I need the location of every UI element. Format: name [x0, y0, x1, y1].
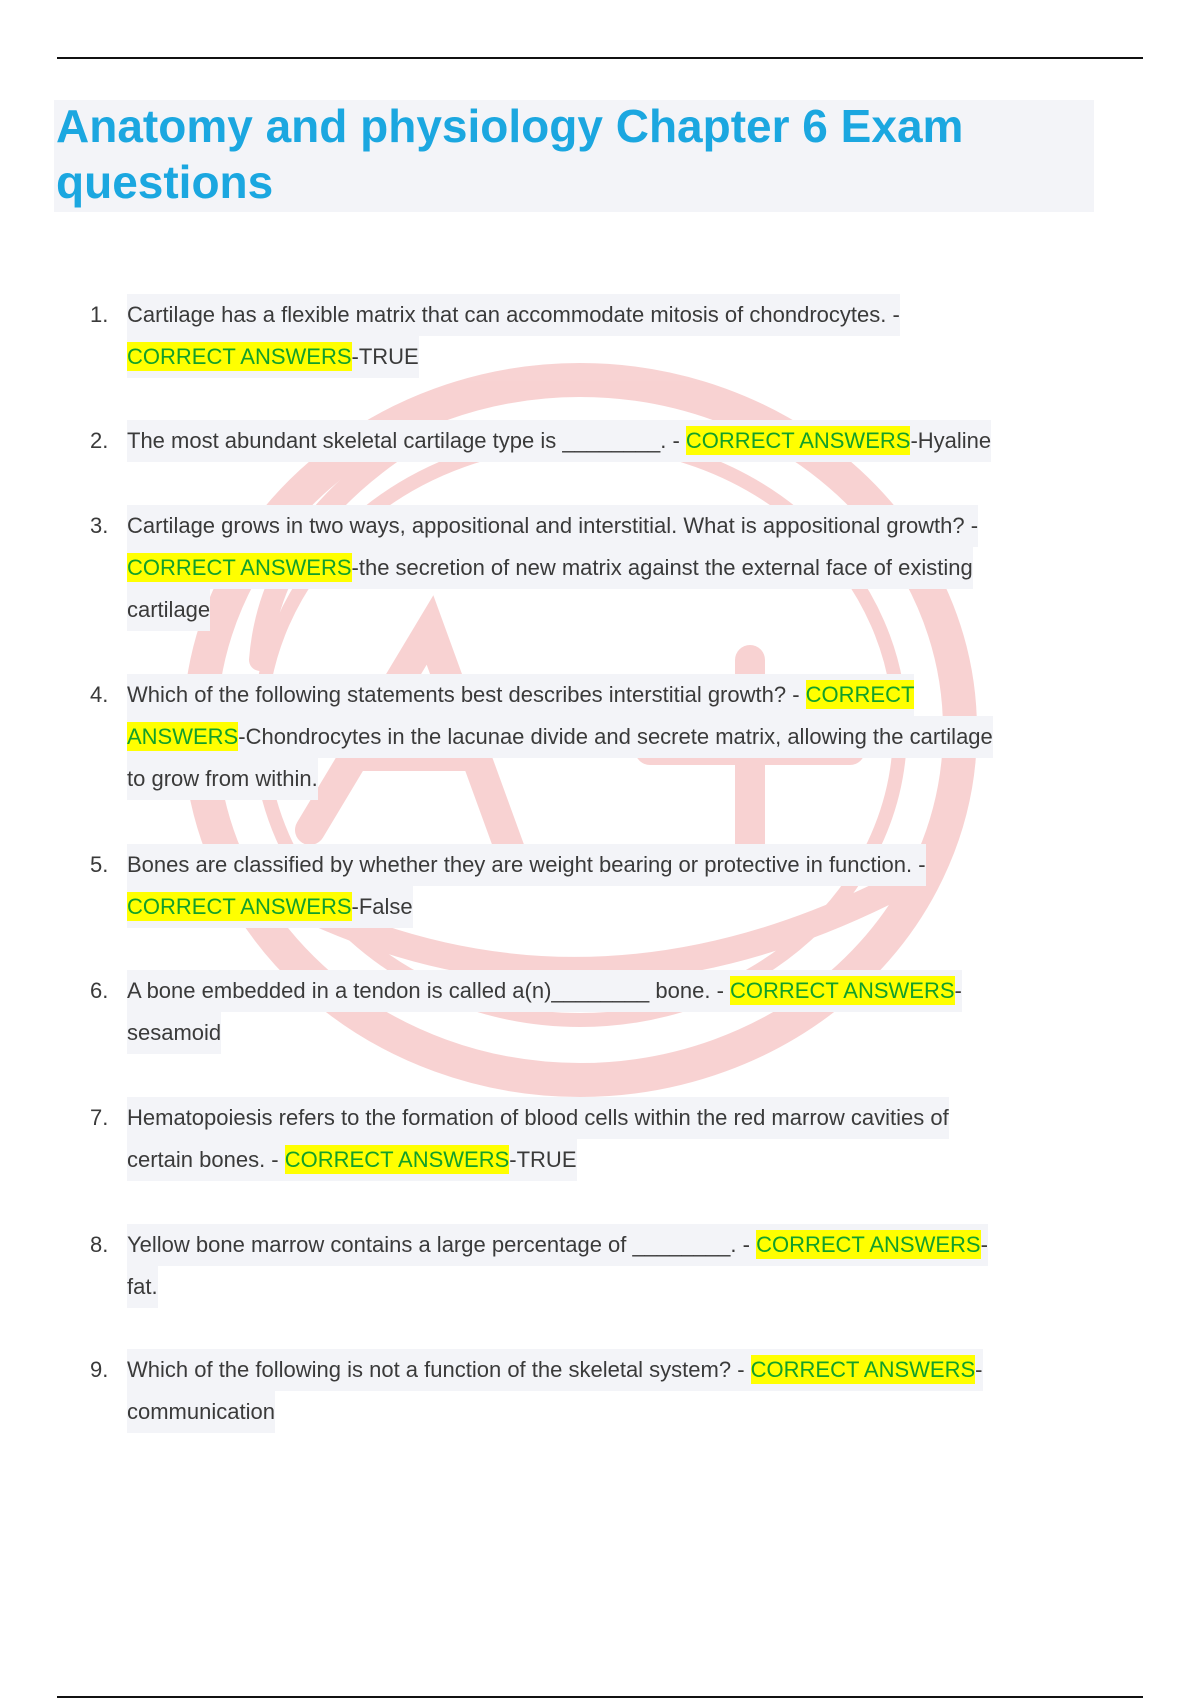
answer-text: -False	[351, 894, 413, 919]
answer-text: fat.	[127, 1266, 158, 1308]
correct-answers-tag: CORRECT ANSWERS	[127, 344, 352, 369]
correct-answers-tag-part2: ANSWERS	[127, 724, 239, 749]
document-title: Anatomy and physiology Chapter 6 Exam questions	[56, 100, 964, 208]
top-rule	[57, 57, 1143, 59]
question-text: Cartilage has a flexible matrix that can accommodate mitosis of chondrocytes. -	[127, 294, 900, 336]
answer-text: sesamoid	[127, 1012, 221, 1054]
question-text: Which of the following is not a function of the skeletal system? -	[127, 1357, 745, 1382]
question-text: Yellow bone marrow contains a large percentage of ________. -	[127, 1232, 750, 1257]
question-number: 4.	[90, 682, 109, 707]
correct-answers-tag-part1: CORRECT	[805, 682, 915, 707]
question-text: Hematopoiesis refers to the formation of blood cells within the red marrow cavities of	[127, 1097, 949, 1139]
question-number: 3.	[90, 513, 109, 538]
correct-answers-tag: CORRECT ANSWERS	[756, 1232, 981, 1257]
answer-text-continued: to grow from within.	[127, 758, 318, 800]
question-text: Bones are classified by whether they are weight bearing or protective in function. -	[127, 844, 926, 886]
question-number: 8.	[90, 1232, 109, 1257]
answer-text: -TRUE	[509, 1147, 577, 1172]
question-text: Which of the following statements best describes interstitial growth? -	[127, 682, 800, 707]
question-number: 1.	[90, 302, 109, 327]
answer-text: -Chondrocytes in the lacunae divide and secrete matrix, allowing the cartilage	[238, 724, 993, 749]
answer-text: -TRUE	[351, 344, 419, 369]
question-number: 2.	[90, 428, 109, 453]
correct-answers-tag: CORRECT ANSWERS	[127, 894, 352, 919]
correct-answers-tag: CORRECT ANSWERS	[730, 978, 955, 1003]
correct-answers-tag: CORRECT ANSWERS	[750, 1357, 976, 1382]
question-number: 9.	[90, 1357, 109, 1382]
answer-text: communication	[127, 1391, 275, 1433]
correct-answers-tag: CORRECT ANSWERS	[127, 555, 352, 580]
bottom-rule	[57, 1696, 1143, 1698]
answer-text: -Hyaline	[910, 428, 992, 453]
question-text: Cartilage grows in two ways, appositional and interstitial. What is appositional growth? -	[127, 505, 978, 547]
answer-text: -the secretion of new matrix against the external face of existing	[351, 555, 973, 580]
question-text: The most abundant skeletal cartilage type is ________. -	[127, 428, 680, 453]
question-number: 5.	[90, 852, 109, 877]
question-text: A bone embedded in a tendon is called a(n)________ bone. -	[127, 978, 724, 1003]
correct-answers-tag: CORRECT ANSWERS	[284, 1147, 510, 1172]
answer-text-continued: cartilage	[127, 589, 210, 631]
question-number: 6.	[90, 978, 109, 1003]
question-text-continued: certain bones. -	[127, 1147, 279, 1172]
correct-answers-tag: CORRECT ANSWERS	[685, 428, 911, 453]
question-number: 7.	[90, 1105, 109, 1130]
